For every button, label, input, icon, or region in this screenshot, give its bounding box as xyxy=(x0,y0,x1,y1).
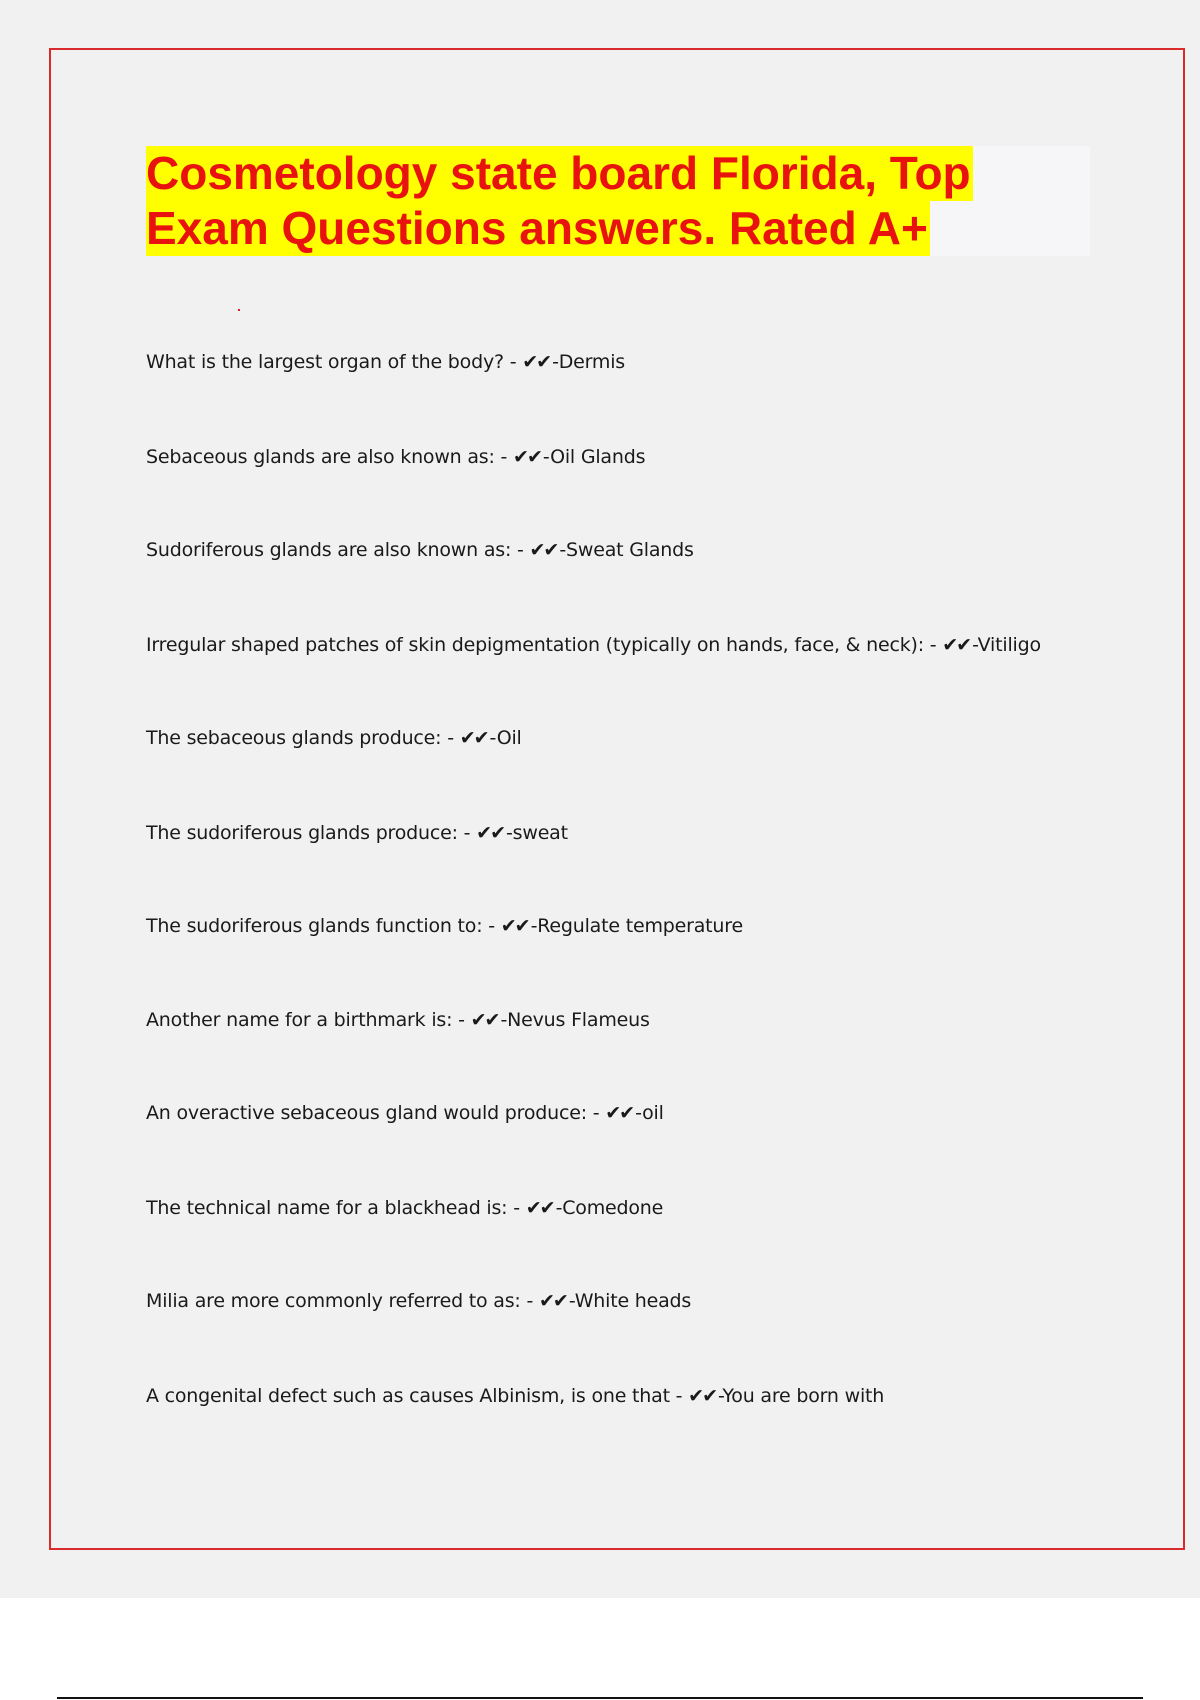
qa-item xyxy=(146,1195,663,1221)
title-line-1: Cosmetology state board Florida, Top xyxy=(146,147,971,199)
check-icon: ✔✔ xyxy=(522,351,551,373)
qa-item xyxy=(146,1383,884,1409)
check-icon: ✔✔ xyxy=(525,1197,554,1219)
question-text: Another name for a birthmark is: - xyxy=(146,1009,471,1031)
question-text: Irregular shaped patches of skin depigmentation (typically on hands, face, & neck): - xyxy=(146,634,943,656)
qa-item xyxy=(146,725,522,751)
answer-text: -Regulate temperature xyxy=(530,915,743,937)
qa-item xyxy=(146,349,625,375)
page-border xyxy=(49,48,1185,1550)
check-icon: ✔✔ xyxy=(538,1290,567,1312)
question-text: Sudoriferous glands are also known as: - xyxy=(146,539,530,561)
answer-text: -White heads xyxy=(568,1290,692,1312)
qa-item xyxy=(146,444,645,470)
answer-text: -Comedone xyxy=(555,1197,664,1219)
check-icon: ✔✔ xyxy=(459,727,488,749)
answer-text: -Sweat Glands xyxy=(559,539,694,561)
check-icon: ✔✔ xyxy=(470,1009,499,1031)
question-text: An overactive sebaceous gland would produce: - xyxy=(146,1102,606,1124)
question-text: The technical name for a blackhead is: - xyxy=(146,1197,526,1219)
answer-text: -Vitiligo xyxy=(972,634,1041,656)
qa-item xyxy=(146,913,743,939)
check-icon: ✔✔ xyxy=(688,1385,717,1407)
check-icon: ✔✔ xyxy=(500,915,529,937)
check-icon: ✔✔ xyxy=(513,446,541,468)
title-line-2: Exam Questions answers. Rated A+ xyxy=(146,202,928,254)
qa-item xyxy=(146,537,694,563)
qa-item xyxy=(146,1007,650,1033)
question-text: The sudoriferous glands function to: - xyxy=(146,915,501,937)
answer-text: -Dermis xyxy=(552,351,626,373)
question-text: The sudoriferous glands produce: - xyxy=(146,822,477,844)
question-text: What is the largest organ of the body? - xyxy=(146,351,523,373)
answer-text: -Nevus Flameus xyxy=(500,1009,650,1031)
document-title xyxy=(146,146,1090,256)
answer-text: -Oil xyxy=(489,727,522,749)
page-divider xyxy=(57,1697,1143,1699)
check-icon: ✔✔ xyxy=(529,539,558,561)
question-text: Sebaceous glands are also known as: - xyxy=(146,446,514,468)
qa-item xyxy=(146,820,568,846)
question-text: The sebaceous glands produce: - xyxy=(146,727,460,749)
check-icon: ✔✔ xyxy=(942,634,971,656)
qa-item xyxy=(146,632,1041,658)
qa-item xyxy=(146,1288,691,1314)
answer-text: -oil xyxy=(635,1102,664,1124)
question-text: Milia are more commonly referred to as: - xyxy=(146,1290,539,1312)
check-icon: ✔✔ xyxy=(605,1102,634,1124)
answer-text: -Oil Glands xyxy=(542,446,646,468)
check-icon: ✔✔ xyxy=(476,822,504,844)
stray-mark xyxy=(238,309,240,311)
answer-text: -You are born with xyxy=(718,1385,885,1407)
qa-item xyxy=(146,1100,664,1126)
answer-text: -sweat xyxy=(506,822,568,844)
title-block xyxy=(146,146,1090,256)
question-text: A congenital defect such as causes Albinism, is one that - xyxy=(146,1385,689,1407)
